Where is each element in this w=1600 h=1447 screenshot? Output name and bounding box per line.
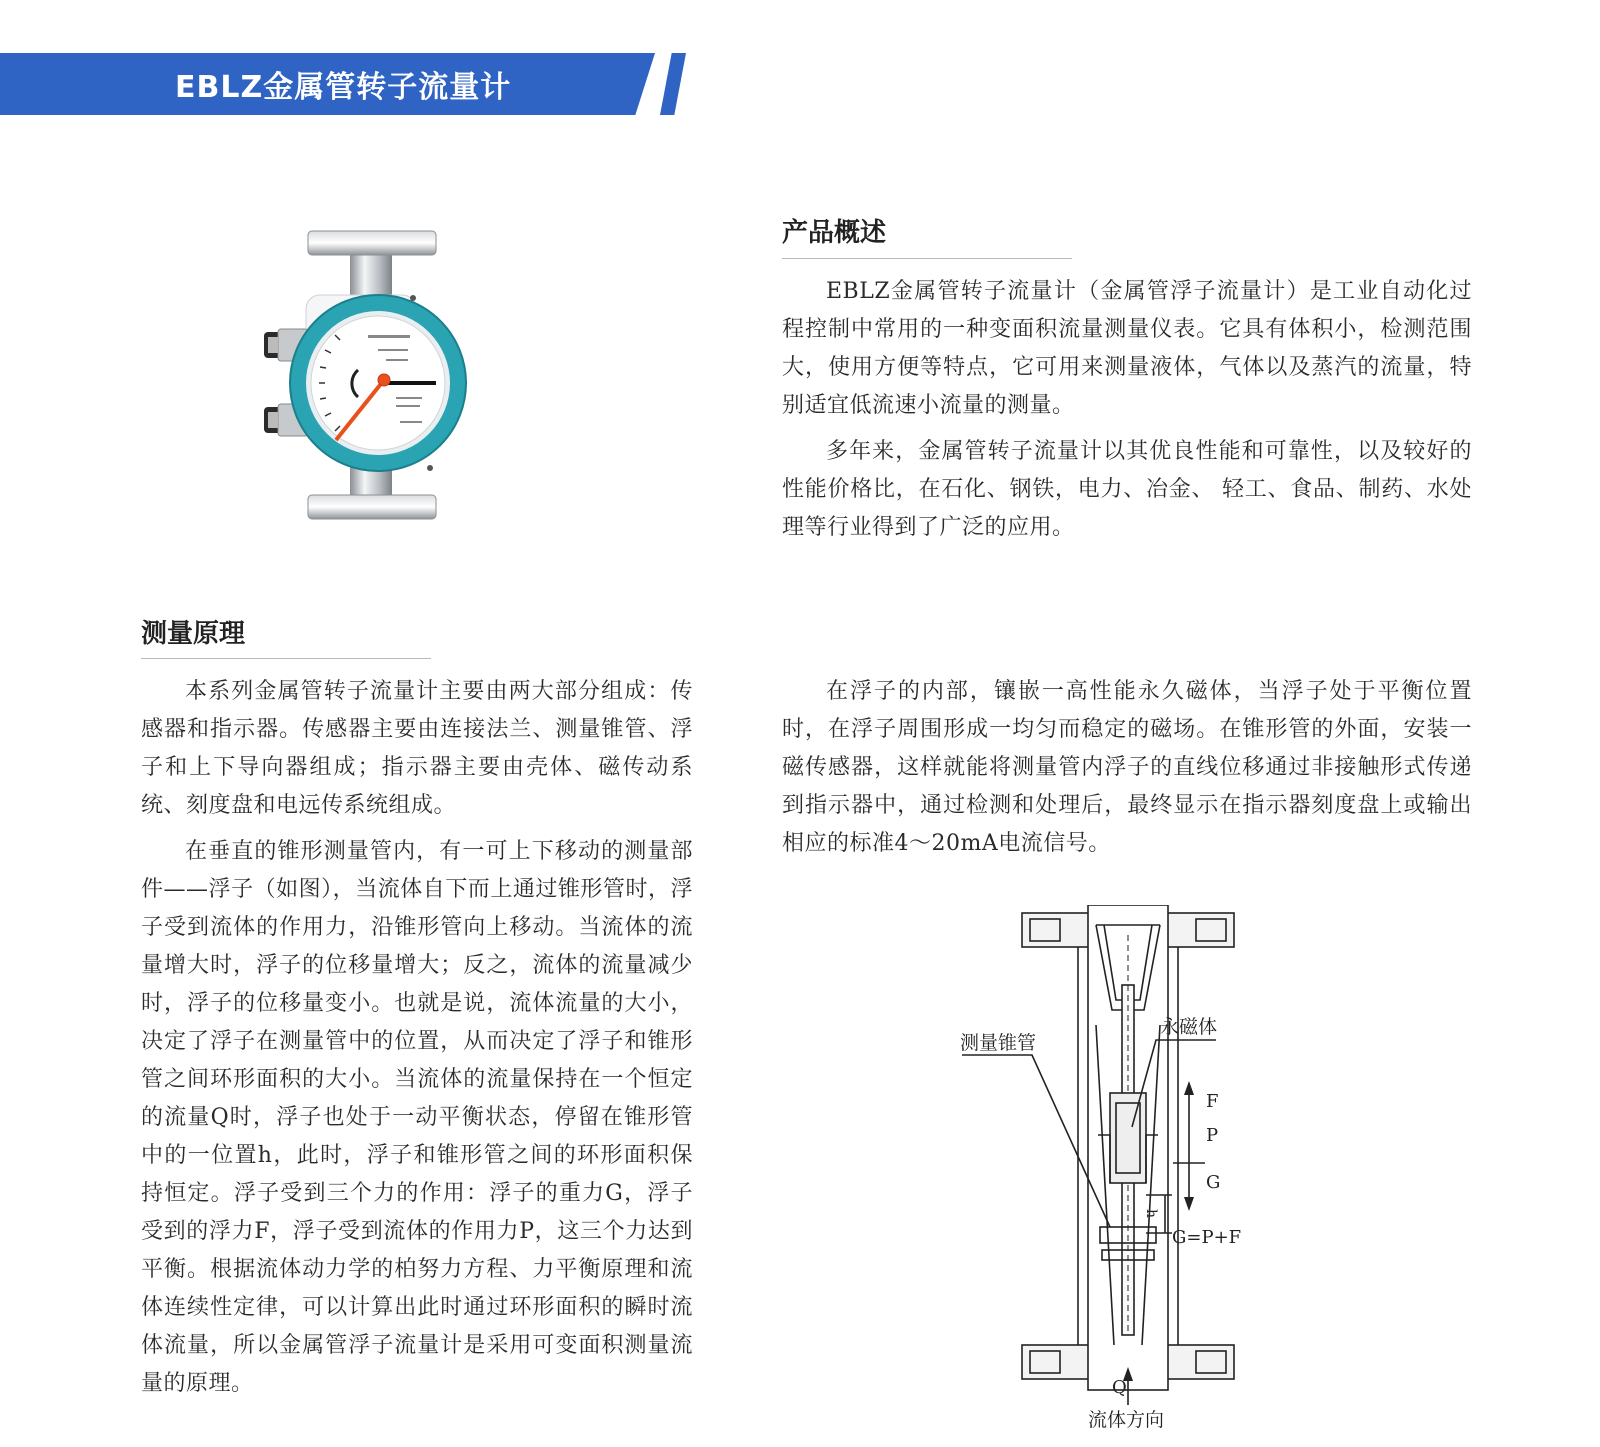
principle-heading-rule <box>141 658 431 659</box>
overview-paragraph-2: 多年来，金属管转子流量计以其优良性能和可靠性，以及较好的性能价格比，在石化、钢铁，电力、冶金、 轻工、食品、制药、水处理等行业得到了广泛的应用。 <box>782 439 1472 540</box>
principle-paragraph-1: 本系列金属管转子流量计主要由两大部分组成：传感器和指示器。传感器主要由连接法兰、测量锥管、浮子和上下导向器组成；指示器主要由壳体、磁传动系统、刻度盘和电远传系统组成。 <box>141 679 693 818</box>
overview-heading-rule <box>782 258 1072 259</box>
flowmeter-photo <box>250 225 490 535</box>
label-equation: G=P+F <box>1172 1227 1242 1248</box>
label-P: P <box>1206 1125 1219 1146</box>
label-G: G <box>1206 1172 1221 1193</box>
principle-heading: 测量原理 <box>141 619 246 649</box>
label-magnet: 永磁体 <box>1160 1016 1218 1038</box>
label-tube: 测量锥管 <box>960 1032 1037 1054</box>
overview-paragraph-1: EBLZ金属管转子流量计（金属管浮子流量计）是工业自动化过程控制中常用的一种变面积流量测量仪表。它具有体积小，检测范围大，使用方便等特点，它可用来测量液体，气体以及蒸汽的流量，特别适宜低流速小流量的测量。 <box>782 279 1472 418</box>
overview-heading: 产品概述 <box>782 218 887 248</box>
label-Q: Q <box>1112 1377 1127 1398</box>
label-h: h <box>1143 1209 1159 1219</box>
banner-accent-stripe <box>660 53 686 115</box>
bottom-flange <box>308 495 436 519</box>
force-up-arrowhead <box>1184 1081 1194 1095</box>
page-title: EBLZ金属管转子流量计 <box>175 70 512 105</box>
force-down-arrowhead <box>1184 1197 1194 1211</box>
principle-paragraph-2: 在垂直的锥形测量管内，有一可上下移动的测量部件——浮子（如图），当流体自下而上通过锥形管时，浮子受到流体的作用力，沿锥形管向上移动。当流体的流量增大时，浮子的位移量增大；反之，流体的流量减少时，浮子的位移量变小。也就是说，流体流量的大小，决定了浮子在测量管中的位置，从而决定了浮子和锥形管之间环形面积的大小。当流体的流量保持在一个恒定的流量Q时，浮子也处于一动平衡状态，停留在锥形管中的一位置h，此时，浮子和锥形管之间的环形面积保持恒定。浮子受到三个力的作用：浮子的重力G，浮子受到的浮力F，浮子受到流体的作用力P，这三个力达到平衡。根据流体动力学的柏努力方程、力平衡原理和流体连续性定律，可以计算出此时通过环形面积的瞬时流体流量，所以金属管浮子流量计是采用可变面积测量流量的原理。 <box>141 839 693 1396</box>
label-F: F <box>1206 1091 1219 1112</box>
top-flange <box>308 231 436 255</box>
label-flow-direction: 流体方向 <box>1088 1409 1165 1431</box>
principle-paragraph-3: 在浮子的内部，镶嵌一高性能永久磁体，当浮子处于平衡位置时，在浮子周围形成一均匀而稳定的磁场。在锥形管的外面，安装一磁传感器，这样就能将测量管内浮子的直线位移通过非接触形式传递到指示器中，通过检测和处理后，最终显示在指示器刻度盘上或输出相应的标准4～20mA电流信号。 <box>782 679 1472 856</box>
principle-diagram <box>960 905 1290 1440</box>
